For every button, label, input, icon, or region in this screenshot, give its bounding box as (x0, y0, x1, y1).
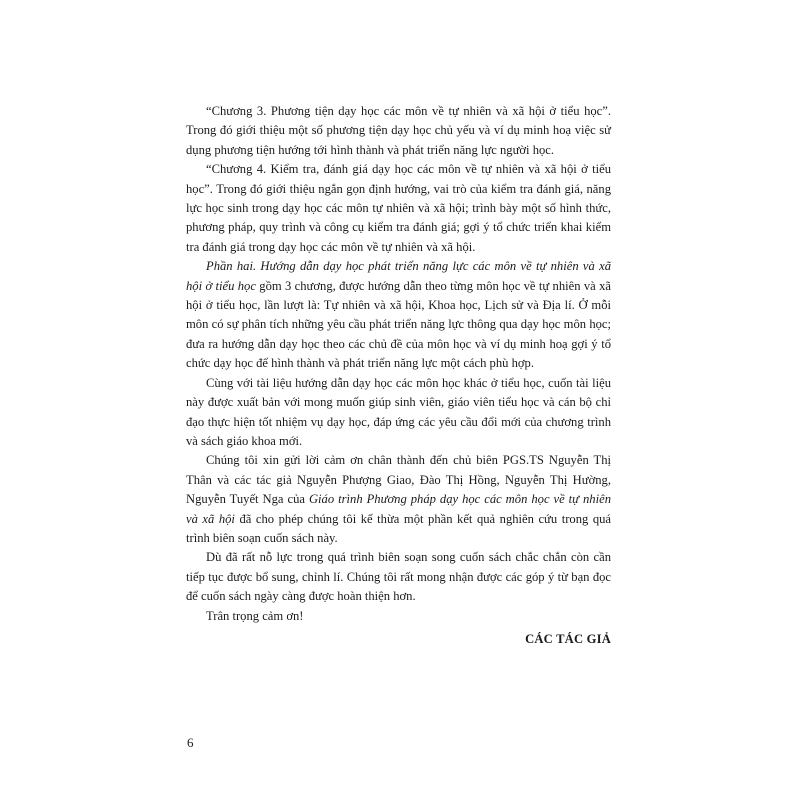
paragraph-chapter-4 (186, 160, 611, 257)
text-segment: Cùng với tài liệu hướng dẫn dạy học các môn học khác ở tiểu học, cuốn tài liệu này được xuất bản với mong muốn giúp sinh viên, giáo viên tiểu học và cán bộ chỉ đạo thực hiện tốt nhiệm vụ dạy học, đáp ứng các yêu cầu đổi mới của chương trình và sách giáo khoa mới. (186, 375, 611, 448)
paragraph-closing (186, 607, 611, 626)
paragraph-request-feedback (186, 548, 611, 606)
italic-text-segment: Giáo trình Phương pháp dạy học các môn học về tự nhiên và xã hội (186, 492, 611, 526)
text-segment: “Chương 4. Kiểm tra, đánh giá dạy học các môn về tự nhiên và xã hội ở tiểu học”. Trong đó giới thiệu ngắn gọn định hướng, vai trò của kiểm tra đánh giá, năng lực học sinh trong dạy học các môn tự nhiên và xã hội; trình bày một số hình thức, phương pháp, quy trình và công cụ kiểm tra đánh giá; gợi ý tổ chức triển khai kiểm tra đánh giá trong dạy học các môn về tự nhiên và xã hội. (186, 162, 611, 254)
text-segment: “Chương 3. Phương tiện dạy học các môn về tự nhiên và xã hội ở tiểu học”. Trong đó giới thiệu một số phương tiện dạy học chủ yếu và ví dụ minh hoạ việc sử dụng phương tiện hướng tới hình thành và phát triển năng lực người học. (186, 104, 611, 157)
paragraph-purpose (186, 374, 611, 452)
text-segment: Dù đã rất nỗ lực trong quá trình biên soạn song cuốn sách chắc chắn còn cần tiếp tục được bổ sung, chỉnh lí. Chúng tôi rất mong nhận được các góp ý từ bạn đọc để cuốn sách ngày càng được hoàn thiện hơn. (186, 550, 611, 604)
author-signature: CÁC TÁC GIẢ (525, 631, 611, 646)
paragraph-acknowledgement (186, 451, 611, 548)
italic-text-segment: Phần hai. Hướng dẫn dạy học phát triển năng lực các môn về tự nhiên và xã hội ở tiểu học (186, 259, 611, 293)
text-segment: Chúng tôi xin gửi lời cảm ơn chân thành đến chủ biên PGS.TS Nguyễn Thị Thân và các tác giả Nguyễn Phượng Giao, Đào Thị Hồng, Nguyễn Thị Hường, Nguyễn Tuyết Nga của (186, 453, 611, 507)
body-text (186, 102, 611, 649)
text-segment: đã cho phép chúng tôi kế thừa một phần kết quả nghiên cứu trong quá trình biên soạn cuốn sách này. (186, 511, 612, 545)
text-segment: Trân trọng cảm ơn! (206, 608, 304, 623)
paragraph-chapter-3 (186, 102, 611, 160)
text-segment: gồm 3 chương, được hướng dẫn theo từng môn học về tự nhiên và xã hội ở tiểu học, lần lượt là: Tự nhiên và xã hội, Khoa học, Lịch sử và Địa lí. Ở mỗi môn có sự phân tích những yêu cầu phát triển năng lực thông qua dạy học môn học; đưa ra hướng dẫn dạy học theo các chủ đề của môn học và ví dụ minh hoạ gợi ý tổ chức dạy học để hình thành và phát triển năng lực một cách phù hợp. (186, 278, 611, 371)
paragraph-part-two (186, 257, 611, 373)
page-number: 6 (187, 735, 194, 750)
